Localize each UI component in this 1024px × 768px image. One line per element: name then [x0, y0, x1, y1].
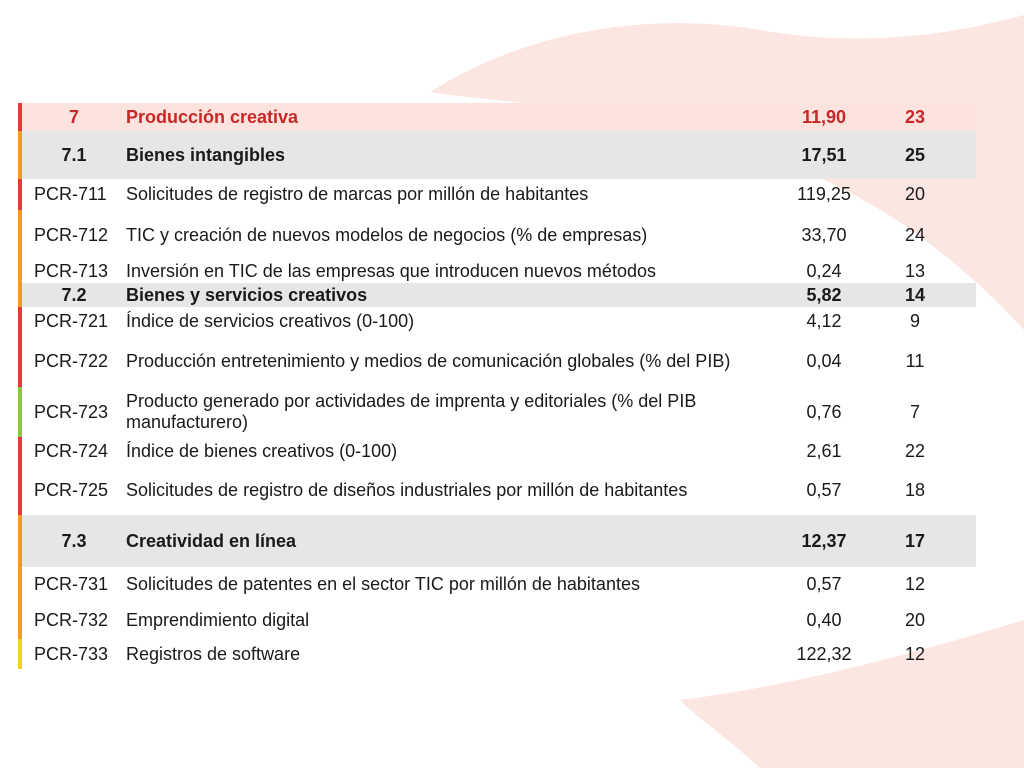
row-code: PCR-723: [34, 401, 109, 422]
table-row: [18, 387, 976, 437]
row-rank: 22: [904, 440, 926, 461]
table-row: [18, 307, 976, 336]
row-description: Índice de bienes creativos (0-100): [126, 440, 398, 461]
row-rank: 7: [909, 401, 920, 422]
row-value: 0,57: [806, 573, 842, 594]
table-row: [18, 601, 976, 639]
row-rank: 9: [909, 311, 920, 331]
row-value: 0,40: [806, 609, 842, 630]
row-code: PCR-733: [34, 643, 109, 664]
row-code: PCR-724: [34, 440, 109, 461]
table-row: [18, 336, 976, 387]
table-row: [18, 465, 976, 515]
row-rank: 11: [905, 351, 925, 371]
row-code: PCR-712: [34, 224, 109, 245]
row-rank: 13: [904, 261, 926, 281]
row-description: Producción entretenimiento y medios de comunicación globales (% del PIB): [126, 351, 731, 371]
row-rank: 20: [904, 184, 926, 204]
row-value: 17,51: [801, 144, 847, 165]
row-value: 0,04: [806, 351, 842, 371]
category-row: [18, 103, 976, 131]
row-value: 0,24: [806, 261, 842, 281]
row-description: Solicitudes de registro de marcas por millón de habitantes: [126, 184, 589, 204]
row-value: 12,37: [801, 530, 847, 551]
row-description: Creatividad en línea: [126, 530, 297, 551]
row-code: 7.3: [61, 530, 87, 551]
table-row: [18, 179, 976, 210]
row-value: 2,61: [806, 440, 842, 461]
row-description: Registros de software: [126, 643, 301, 664]
row-description: TIC y creación de nuevos modelos de negocios (% de empresas): [126, 224, 648, 245]
row-value: 119,25: [797, 184, 851, 204]
row-code: PCR-725: [34, 479, 109, 500]
row-code: PCR-713: [34, 261, 109, 281]
row-code: PCR-722: [34, 351, 109, 371]
row-code: 7: [68, 106, 79, 127]
row-rank: 24: [904, 224, 926, 245]
row-value: 4,12: [806, 311, 842, 331]
row-rank: 14: [904, 284, 926, 305]
row-rank: 12: [904, 643, 926, 664]
table-row: [18, 260, 976, 283]
row-description: Índice de servicios creativos (0-100): [126, 311, 415, 331]
row-code: 7.2: [61, 284, 87, 305]
row-description: Producción creativa: [126, 106, 299, 127]
row-rank: 12: [904, 573, 926, 594]
row-description: Solicitudes de patentes en el sector TIC por millón de habitantes: [126, 573, 640, 594]
table-row: [18, 437, 976, 465]
subcategory-row: [18, 283, 976, 307]
row-description: Producto generado por actividades de imprenta y editoriales (% del PIB manufacturero): [126, 391, 697, 432]
row-code: 7.1: [61, 144, 87, 165]
table-row: [18, 639, 976, 669]
row-value: 11,90: [801, 106, 847, 127]
row-code: PCR-732: [34, 609, 109, 630]
indicator-table: [18, 103, 976, 669]
row-description: Emprendimiento digital: [126, 609, 310, 630]
table-row: [18, 567, 976, 601]
row-description: Solicitudes de registro de diseños industriales por millón de habitantes: [126, 479, 688, 500]
row-value: 33,70: [801, 224, 847, 245]
subcategory-row: [18, 131, 976, 179]
row-rank: 25: [904, 144, 926, 165]
row-rank: 17: [904, 530, 926, 551]
row-value: 5,82: [806, 284, 842, 305]
row-description: Inversión en TIC de las empresas que introducen nuevos métodos: [126, 261, 656, 281]
row-code: PCR-731: [34, 573, 109, 594]
subcategory-row: [18, 515, 976, 567]
row-value: 122,32: [796, 643, 852, 664]
row-code: PCR-711: [34, 184, 107, 204]
row-rank: 18: [904, 479, 926, 500]
row-value: 0,76: [806, 401, 842, 422]
row-rank: 20: [904, 609, 926, 630]
table-row: [18, 210, 976, 260]
row-rank: 23: [904, 106, 926, 127]
row-description: Bienes intangibles: [126, 144, 286, 165]
row-value: 0,57: [806, 479, 842, 500]
row-code: PCR-721: [34, 311, 109, 331]
row-description: Bienes y servicios creativos: [126, 284, 368, 305]
